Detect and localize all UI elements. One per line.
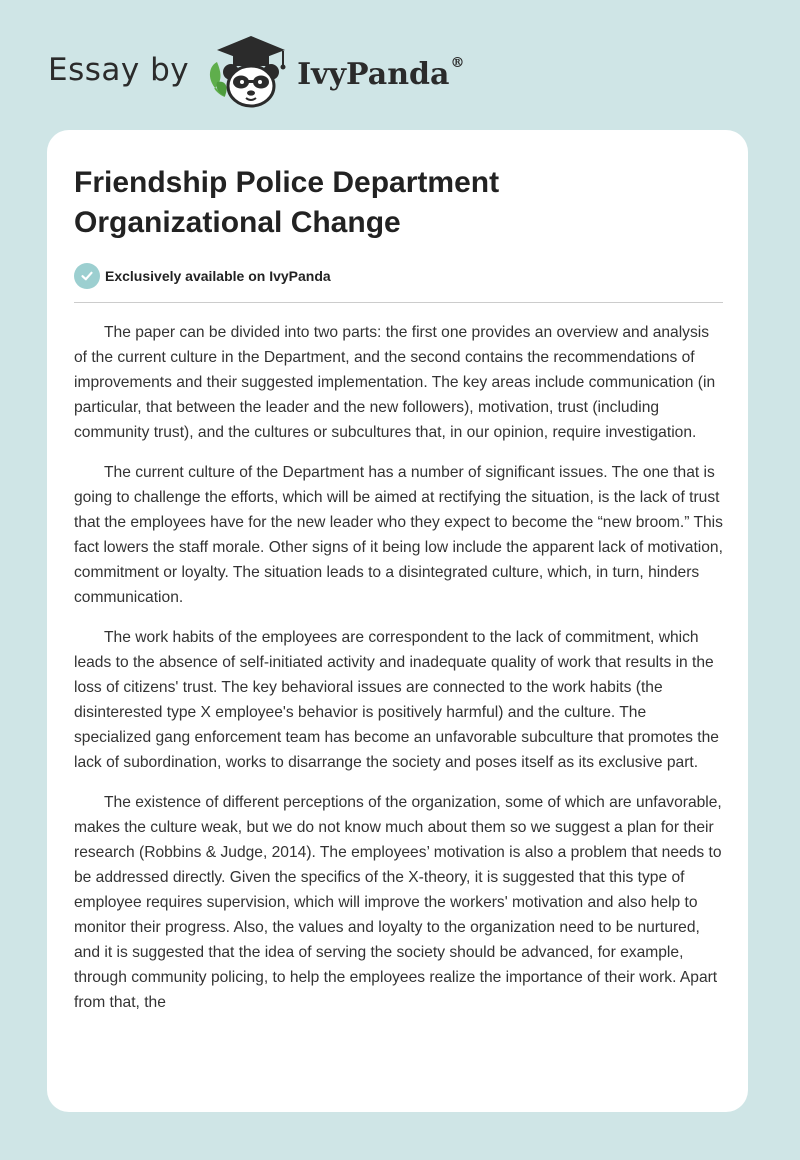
paragraph: The paper can be divided into two parts: the first one provides an overview and analysis of the current culture in the Department, and the second contains the recommendations of improvements and their suggested implementation. The key areas include communication (in particular, that between the leader and the new followers), motivation, trust (including community trust), and the cultures or subcultures that, in our opinion, require investigation. [74, 324, 716, 441]
divider [74, 302, 723, 303]
badge-label: Exclusively available on IvyPanda [105, 268, 331, 284]
paragraph: The current culture of the Department has a number of significant issues. The one that is going to challenge the efforts, which will be aimed at rectifying the situation, is the lack of trust that the employees have for the new leader who they expect to become the “new broom.” This fact lowers the staff morale. Other signs of it being low include the apparent lack of motivation, commitment or loyalty. The situation leads to a disintegrated culture, which, in turn, hinders communication. [74, 464, 723, 606]
site-header [48, 30, 464, 110]
check-icon [74, 263, 100, 289]
brand-name[interactable]: IvyPanda® [297, 54, 465, 92]
page-title: Friendship Police Department Organizational Change [74, 166, 500, 239]
panda-logo-icon[interactable] [203, 30, 291, 110]
paragraph: The existence of different perceptions of the organization, some of which are unfavorable, makes the culture weak, but we do not know much about them so we suggest a plan for their research (Robbins & Judge, 2014). The employees’ motivation is also a problem that needs to be addressed directly. Given the specifics of the X-theory, it is suggested that this type of employee requires supervision, which will improve the workers' motivation and also help to monitor their progress. Also, the values and loyalty to the organization need to be nurtured, and it is suggested that the idea of serving the society should be advanced, for example, through community policing, to help the employees realize the importance of their work. Apart from that, the [74, 794, 722, 1011]
registered-mark: ® [450, 54, 465, 71]
availability-badge [74, 263, 331, 289]
essay-card [47, 130, 748, 1112]
essay-body [74, 320, 726, 1030]
essay-by-label: Essay by [48, 52, 190, 88]
paragraph: The work habits of the employees are correspondent to the lack of commitment, which leads to the absence of self-initiated activity and inadequate quality of work that results in the loss of citizens' trust. The key behavioral issues are connected to the work habits (the disinterested type X employee's behavior is positively harmful) and the culture. The specialized gang enforcement team has become an unfavorable subculture that promotes the lack of subordination, works to disarrange the society and poses itself as its exclusive part. [74, 629, 719, 771]
